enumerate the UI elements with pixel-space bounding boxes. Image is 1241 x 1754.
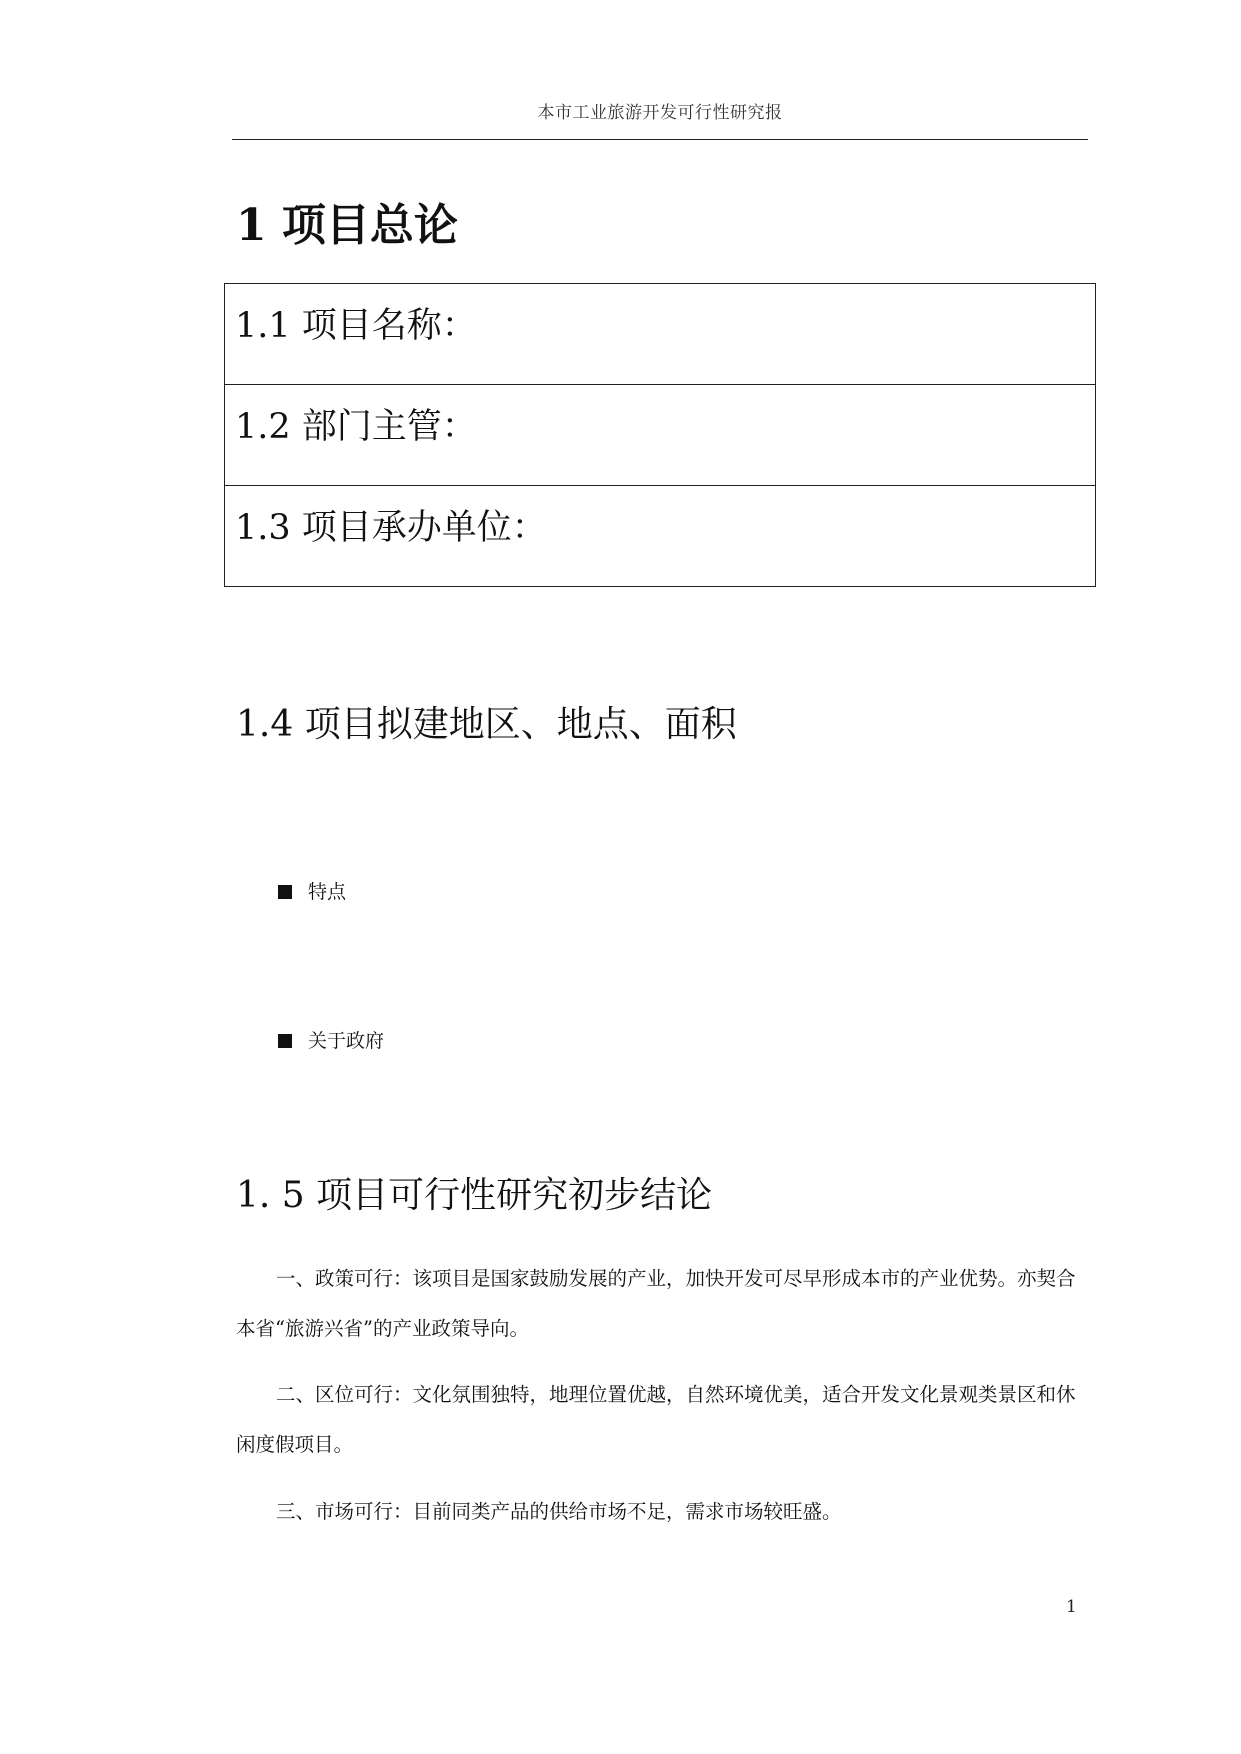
section-heading-1-5: 1. 5 项目可行性研究初步结论 [236,1175,713,1216]
organizer-label: 1.3 项目承办单位： [235,508,547,548]
table-row [225,486,1096,587]
header-rule [232,139,1088,140]
project-info-table [224,283,1096,587]
bullet-text: 关于政府 [308,1030,385,1052]
department-label: 1.2 部门主管： [235,407,477,447]
list-item [278,880,346,904]
section-heading-1-4: 1.4 项目拟建地区、地点、面积 [236,704,737,745]
table-cell-project-name [225,284,1096,385]
paragraph-location: 二、区位可行：文化氛围独特，地理位置优越，自然环境优美，适合开发文化景观类景区和休闲度假项目。 [236,1383,1076,1456]
table-cell-department [225,385,1096,486]
page-number: 1 [1066,1597,1077,1617]
paragraph-policy: 一、政策可行：该项目是国家鼓励发展的产业，加快开发可尽早形成本市的产业优势。亦契合本省“旅游兴省”的产业政策导向。 [236,1267,1076,1340]
project-name-label: 1.1 项目名称： [235,306,477,346]
bullet-text: 特点 [308,881,347,903]
list-item [278,1029,384,1053]
paragraph-market: 三、市场可行：目前同类产品的供给市场不足，需求市场较旺盛。 [276,1500,842,1523]
square-bullet-icon [278,885,292,899]
square-bullet-icon [278,1034,292,1048]
table-cell-organizer [225,486,1096,587]
table-row [225,385,1096,486]
chapter-title: 1 项目总论 [236,200,458,251]
running-header: 本市工业旅游开发可行性研究报 [537,103,783,123]
table-row [225,284,1096,385]
